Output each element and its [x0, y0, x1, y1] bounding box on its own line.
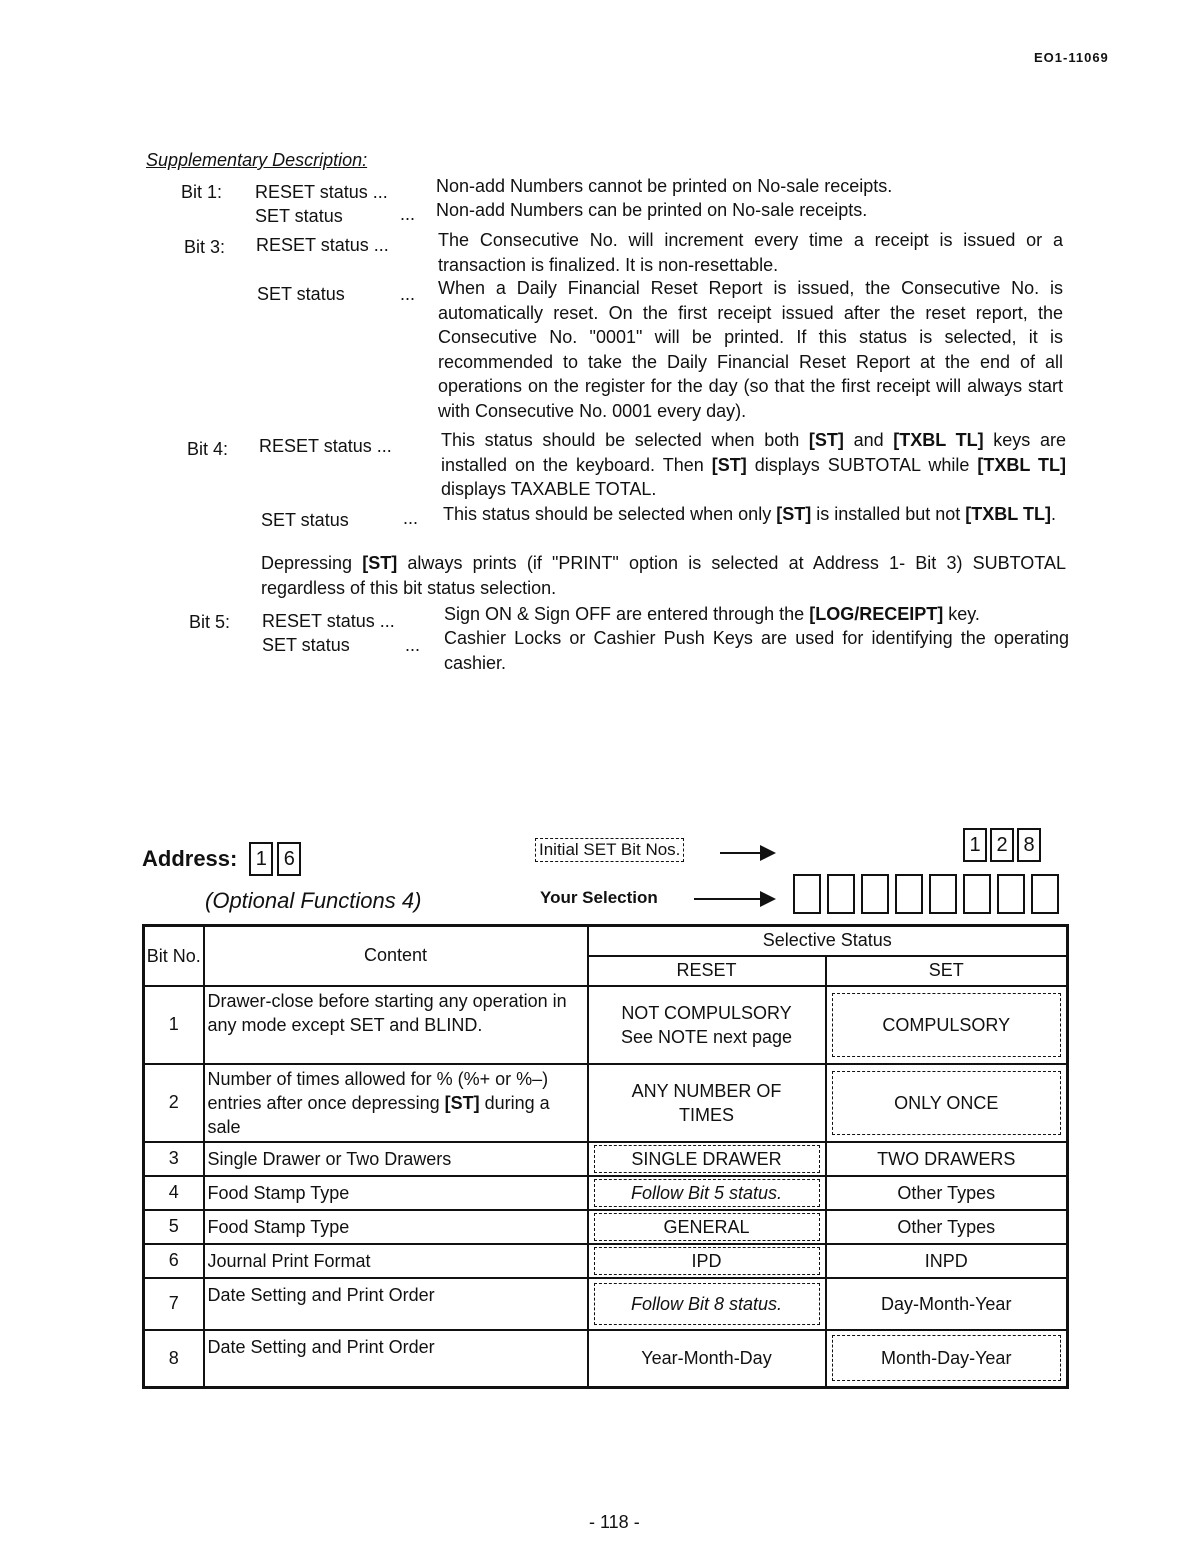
set-value: COMPULSORY — [826, 986, 1068, 1064]
reset-value: IPD — [588, 1244, 826, 1278]
bit-number: 8 — [144, 1330, 204, 1388]
address-subtitle: (Optional Functions 4) — [205, 888, 422, 913]
bit4-reset-text: This status should be selected when both [ST] and [TXBL TL] keys are installed on the keyboard. Then [ST] displays SUBTOTAL while [TXBL TL] displays TAXABLE TOTAL. — [441, 430, 1066, 499]
bit-number: 7 — [144, 1278, 204, 1330]
set-value: Month-Day-Year — [826, 1330, 1068, 1388]
bit5-set-dots: ... — [405, 635, 421, 655]
selection-box[interactable] — [963, 874, 991, 914]
initial-set-label: Initial SET Bit Nos. — [535, 838, 684, 862]
initial-digit-box: 8 — [1017, 828, 1041, 862]
table-row — [144, 1330, 1068, 1388]
bit3-set-text: When a Daily Financial Reset Report is issued, the Consecutive No. is automatically reset. On the first receipt issued after the reset report, the Consecutive No. "0001" will be printed. If this status is selected, it is recommended to take the Daily Financial Reset Report at the end of all operations on the register for the day (so that the first receipt will always start with Consecutive No. 0001 every day). — [438, 278, 1063, 421]
selection-box[interactable] — [793, 874, 821, 914]
bit1-set-label: SET status — [255, 206, 343, 226]
header-bit-no: Bit No. — [144, 926, 204, 986]
table-row — [144, 1210, 1068, 1244]
selection-box[interactable] — [827, 874, 855, 914]
bit4-set-dots: ... — [403, 508, 419, 528]
selection-box[interactable] — [895, 874, 923, 914]
document-code: EO1-11069 — [1034, 50, 1109, 65]
bit3-set-label: SET status — [257, 284, 345, 304]
bit-number: 2 — [144, 1064, 204, 1142]
header-content: Content — [204, 926, 588, 986]
bit4-reset-label: RESET status ... — [259, 436, 392, 456]
initial-digit-box: 1 — [963, 828, 987, 862]
supplementary-heading: Supplementary Description: — [146, 150, 368, 170]
set-value: Day-Month-Year — [826, 1278, 1068, 1330]
initial-set-digits — [960, 828, 1041, 862]
bit-number: 4 — [144, 1176, 204, 1210]
header-selective-status: Selective Status — [588, 926, 1068, 956]
table-row — [144, 1064, 1068, 1142]
reset-value: Follow Bit 8 status. — [588, 1278, 826, 1330]
set-value: INPD — [826, 1244, 1068, 1278]
bit5-set-label: SET status — [262, 635, 350, 655]
reset-value: SINGLE DRAWER — [588, 1142, 826, 1176]
row-content: Number of times allowed for % (%+ or %–) entries after once depressing [ST] during a sale — [204, 1064, 588, 1142]
bit3-set-dots: ... — [400, 284, 416, 304]
arrow-right-icon — [720, 852, 772, 854]
row-content: Food Stamp Type — [204, 1176, 588, 1210]
header-set: SET — [826, 956, 1068, 986]
bit5-reset-label: RESET status ... — [262, 611, 395, 631]
reset-value: NOT COMPULSORY See NOTE next page — [588, 986, 826, 1064]
table-row — [144, 1278, 1068, 1330]
bit1-label: Bit 1: — [181, 182, 223, 202]
reset-value: Year-Month-Day — [588, 1330, 826, 1388]
selection-boxes — [793, 874, 1065, 914]
bit3-reset-label: RESET status ... — [256, 235, 389, 255]
bit-number: 6 — [144, 1244, 204, 1278]
set-value: Other Types — [826, 1210, 1068, 1244]
table-row — [144, 1176, 1068, 1210]
row-content: Date Setting and Print Order — [204, 1330, 588, 1388]
reset-value: ANY NUMBER OF TIMES — [588, 1064, 826, 1142]
reset-value: Follow Bit 5 status. — [588, 1176, 826, 1210]
bit4-set-text: This status should be selected when only [ST] is installed but not [TXBL TL]. — [443, 504, 1056, 524]
initial-digit-box: 2 — [990, 828, 1014, 862]
set-value: TWO DRAWERS — [826, 1142, 1068, 1176]
table-row — [144, 986, 1068, 1064]
bit3-reset-text: The Consecutive No. will increment every time a receipt is issued or a transaction is finalized. It is non-resettable. — [438, 230, 1063, 275]
set-value: ONLY ONCE — [826, 1064, 1068, 1142]
row-content: Drawer-close before starting any operation in any mode except SET and BLIND. — [204, 986, 588, 1064]
header-reset: RESET — [588, 956, 826, 986]
row-content: Date Setting and Print Order — [204, 1278, 588, 1330]
row-content: Food Stamp Type — [204, 1210, 588, 1244]
selection-box[interactable] — [929, 874, 957, 914]
bit4-set-label: SET status — [261, 510, 349, 530]
bit3-label: Bit 3: — [184, 237, 226, 257]
address-label: Address: 1 6 — [142, 842, 301, 876]
selection-box[interactable] — [997, 874, 1025, 914]
table-row — [144, 1244, 1068, 1278]
options-table — [142, 924, 1069, 1389]
bit5-label: Bit 5: — [189, 612, 231, 632]
bit1-set-text: Non-add Numbers can be printed on No-sale receipts. — [436, 200, 868, 220]
bit5-set-text: Cashier Locks or Cashier Push Keys are used for identifying the operating cashier. — [444, 628, 1069, 673]
selection-box[interactable] — [861, 874, 889, 914]
selection-box[interactable] — [1031, 874, 1059, 914]
set-value: Other Types — [826, 1176, 1068, 1210]
address-digit-box: 6 — [277, 842, 301, 876]
row-content: Single Drawer or Two Drawers — [204, 1142, 588, 1176]
page-number: - 118 - — [589, 1512, 640, 1532]
bit1-reset-label: RESET status ... — [255, 182, 388, 202]
bit4-label: Bit 4: — [187, 439, 229, 459]
table-row — [144, 1142, 1068, 1176]
bit5-reset-text: Sign ON & Sign OFF are entered through the [LOG/RECEIPT] key. — [444, 604, 980, 624]
bit-number: 5 — [144, 1210, 204, 1244]
bit4-note: Depressing [ST] always prints (if "PRINT" option is selected at Address 1- Bit 3) SUBTOTAL regardless of this bit status selection. — [261, 553, 1066, 598]
your-selection-label: Your Selection — [540, 888, 658, 907]
bit1-set-dots: ... — [400, 204, 416, 224]
reset-value: GENERAL — [588, 1210, 826, 1244]
bit-number: 1 — [144, 986, 204, 1064]
bit1-reset-text: Non-add Numbers cannot be printed on No-sale receipts. — [436, 176, 893, 196]
address-digit-box: 1 — [249, 842, 273, 876]
bit-number: 3 — [144, 1142, 204, 1176]
arrow-right-icon — [694, 898, 772, 900]
row-content: Journal Print Format — [204, 1244, 588, 1278]
